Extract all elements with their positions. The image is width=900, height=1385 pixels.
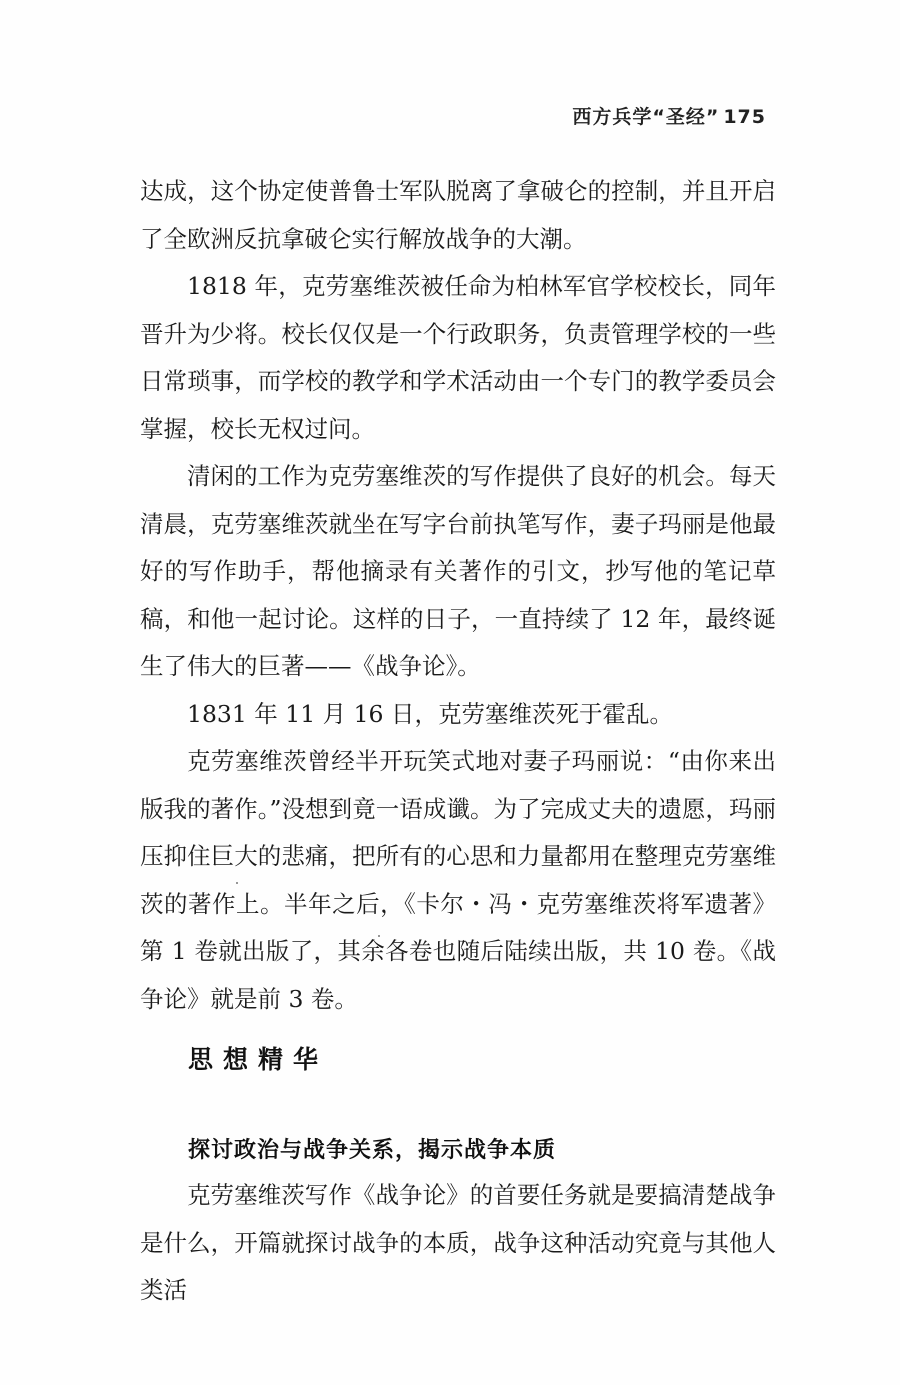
paragraph: 达成，这个协定使普鲁士军队脱离了拿破仑的控制，并且开启了全欧洲反抗拿破仑实行解放战争的大潮。 <box>140 177 776 253</box>
running-header-title: 西方兵学“圣经” <box>572 106 720 128</box>
page-number: 175 <box>723 106 766 128</box>
paragraph: 克劳塞维茨曾经半开玩笑式地对妻子玛丽说：“由你来出版我的著作。”没想到竟一语成谶。为了完成丈夫的遗愿，玛丽压抑住巨大的悲痛，把所有的心思和力量都用在整理克劳塞维茨的著作上。半年之后，《卡尔・冯・克劳塞维茨将军遗著》第 1 卷就出版了，其余各卷也随后陆续出版，共 10 卷。《战争论》就是前 3 卷。 <box>140 747 776 1013</box>
paragraph: 清闲的工作为克劳塞维茨的写作提供了良好的机会。每天清晨，克劳塞维茨就坐在写字台前执笔写作，妻子玛丽是他最好的写作助手，帮他摘录有关著作的引文，抄写他的笔记草稿，和他一起讨论。这样的日子，一直持续了 12 年，最终诞生了伟大的巨著——《战争论》。 <box>140 462 776 680</box>
print-speck <box>378 935 380 937</box>
print-speck <box>236 882 238 884</box>
sub-heading: 探讨政治与战争关系，揭示战争本质 <box>188 1138 557 1163</box>
paragraph: 1831 年 11 月 16 日，克劳塞维茨死于霍乱。 <box>187 699 673 728</box>
section-body-text <box>140 1172 776 1315</box>
running-header <box>572 102 766 129</box>
section-heading: 思想精华 <box>188 1045 329 1074</box>
body-text <box>140 168 776 1023</box>
paragraph: 1818 年，克劳塞维茨被任命为柏林军官学校校长，同年晋升为少将。校长仅仅是一个行政职务，负责管理学校的一些日常琐事，而学校的教学和学术活动由一个专门的教学委员会掌握，校长无权过问。 <box>140 272 776 443</box>
paragraph: 克劳塞维茨写作《战争论》的首要任务就是要搞清楚战争是什么，开篇就探讨战争的本质，战争这种活动究竟与其他人类活 <box>140 1181 776 1304</box>
